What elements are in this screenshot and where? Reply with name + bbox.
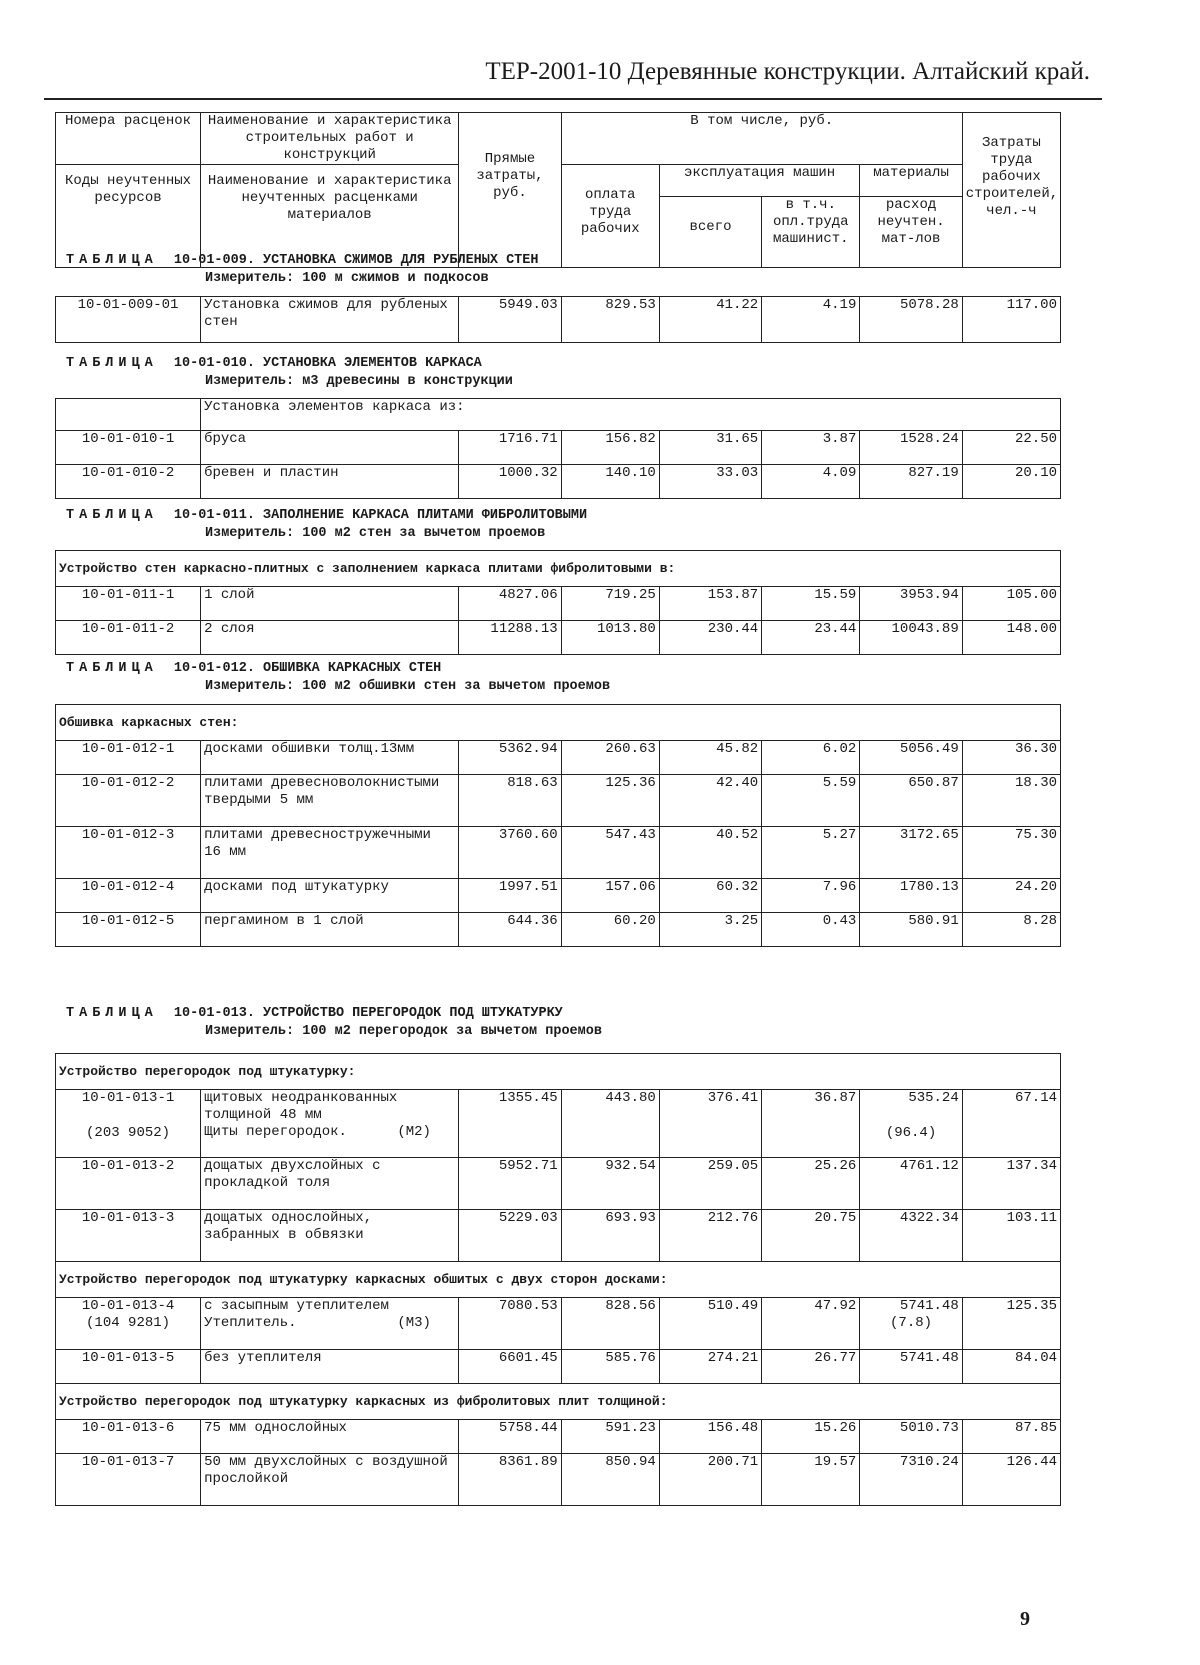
table-cell: 3.87 [762, 431, 860, 465]
table-cell: 818.63 [459, 775, 561, 827]
header-material-use: расход неучтен. мат-лов [860, 197, 962, 268]
table-cell: 828.56 [561, 1298, 659, 1350]
rates-table [55, 296, 1061, 343]
table-cell: 932.54 [561, 1158, 659, 1210]
table-cell: 24.20 [962, 879, 1060, 913]
table-row [56, 741, 1061, 775]
table-cell: досками под штукатурку [201, 879, 459, 913]
header-materials: материалы [860, 165, 962, 197]
table-row [56, 587, 1061, 621]
table-cell: 50 мм двухслойных с воздушной прослойкой [201, 1454, 459, 1506]
table-row [56, 913, 1061, 947]
table-row [56, 621, 1061, 655]
table-cell: 125.36 [561, 775, 659, 827]
table-cell: без утеплителя [201, 1350, 459, 1384]
table-cell: 60.32 [659, 879, 761, 913]
table-cell: 3760.60 [459, 827, 561, 879]
rates-table [55, 398, 1061, 499]
table-cell: 105.00 [962, 587, 1060, 621]
rates-table [55, 1053, 1061, 1506]
table-caption: Устройство стен каркасно-плитных с заполнением каркаса плитами фибролитовыми в: [56, 551, 1061, 587]
table-cell: 117.00 [962, 297, 1060, 343]
table-cell: 148.00 [962, 621, 1060, 655]
table-cell: 23.44 [762, 621, 860, 655]
table-cell: 5949.03 [459, 297, 561, 343]
table-cell: пергамином в 1 слой [201, 913, 459, 947]
table-cell: 10-01-013-7 [56, 1454, 201, 1506]
table-cell: 67.14 [962, 1090, 1060, 1158]
table-cell: 5741.48 (7.8) [860, 1298, 962, 1350]
table-caption: Обшивка каркасных стен: [56, 705, 1061, 741]
table-cell: 850.94 [561, 1454, 659, 1506]
table-cell: 1 слой [201, 587, 459, 621]
table-cell: 4.19 [762, 297, 860, 343]
table-cell: 26.77 [762, 1350, 860, 1384]
table-cell: 1716.71 [459, 431, 561, 465]
header-work-name: Наименование и характеристика строительных работ и конструкций [201, 113, 459, 165]
table-cell: 10-01-013-2 [56, 1158, 201, 1210]
rates-table [55, 704, 1061, 947]
table-cell: 212.76 [659, 1210, 761, 1262]
table-title: ТАБЛИЦА 10-01-013. УСТРОЙСТВО ПЕРЕГОРОДОК ПОД ШТУКАТУРКУ Измеритель: 100 м2 перегородок за вычетом проемов [66, 1006, 602, 1039]
table-cell: 376.41 [659, 1090, 761, 1158]
table-cell: 84.04 [962, 1350, 1060, 1384]
table-cell: 5229.03 [459, 1210, 561, 1262]
table-cell: 10-01-011-2 [56, 621, 201, 655]
table-cell: 10-01-012-5 [56, 913, 201, 947]
header-group: В том числе, руб. [561, 113, 962, 165]
table-cell: 8361.89 [459, 1454, 561, 1506]
table-cell: 103.11 [962, 1210, 1060, 1262]
table-cell: 4827.06 [459, 587, 561, 621]
header-machine-labor: в т.ч. опл.труда машинист. [762, 197, 860, 268]
table-cell: 1997.51 [459, 879, 561, 913]
table-cell: 10-01-013-4 (104 9281) [56, 1298, 201, 1350]
table-cell: 5056.49 [860, 741, 962, 775]
table-row [56, 297, 1061, 343]
table-caption: Устройство перегородок под штукатурку: [56, 1054, 1061, 1090]
table-cell: 230.44 [659, 621, 761, 655]
table-cell: 10-01-013-3 [56, 1210, 201, 1262]
table-cell: 10-01-010-1 [56, 431, 201, 465]
table-cell: 260.63 [561, 741, 659, 775]
table-cell: с засыпным утеплителем Утеплитель. (М3) [201, 1298, 459, 1350]
table-cell: 156.82 [561, 431, 659, 465]
table-cell: 3953.94 [860, 587, 962, 621]
table-cell: 693.93 [561, 1210, 659, 1262]
table-title: ТАБЛИЦА 10-01-010. УСТАНОВКА ЭЛЕМЕНТОВ КАРКАСА Измеритель: м3 древесины в конструкции [66, 356, 513, 389]
table-cell: 10-01-013-1 (203 9052) [56, 1090, 201, 1158]
table-cell: 3.25 [659, 913, 761, 947]
table-row [56, 1090, 1061, 1158]
table-cell: 5.27 [762, 827, 860, 879]
table-cell: 200.71 [659, 1454, 761, 1506]
table-cell: 36.87 [762, 1090, 860, 1158]
table-row [56, 1210, 1061, 1262]
table-cell: плитами древесностружечными 16 мм [201, 827, 459, 879]
header-resource-codes: Коды неучтенных ресурсов [56, 165, 201, 268]
table-cell: 20.10 [962, 465, 1060, 499]
header-hours: Затраты труда рабочих строителей, чел.-ч [962, 113, 1060, 268]
table-cell: 580.91 [860, 913, 962, 947]
table-cell: 5.59 [762, 775, 860, 827]
table-cell: 10-01-009-01 [56, 297, 201, 343]
table-cell: 45.82 [659, 741, 761, 775]
table-cell: 4322.34 [860, 1210, 962, 1262]
table-cell: 75.30 [962, 827, 1060, 879]
table-cell: 4761.12 [860, 1158, 962, 1210]
column-header-table [55, 112, 1061, 268]
table-cell: 585.76 [561, 1350, 659, 1384]
table-cell: 535.24 (96.4) [860, 1090, 962, 1158]
header-labor: оплата труда рабочих [561, 165, 659, 268]
page-title: ТЕР-2001-10 Деревянные конструкции. Алтайский край. [485, 58, 1090, 85]
table-cell: 137.34 [962, 1158, 1060, 1210]
table-cell: 1780.13 [860, 879, 962, 913]
table-cell: 10-01-010-2 [56, 465, 201, 499]
table-cell: 10-01-012-4 [56, 879, 201, 913]
table-cell [56, 399, 201, 431]
table-cell: 31.65 [659, 431, 761, 465]
table-cell: 5952.71 [459, 1158, 561, 1210]
table-cell: Установка сжимов для рубленых стен [201, 297, 459, 343]
table-cell: 60.20 [561, 913, 659, 947]
table-cell: 7080.53 [459, 1298, 561, 1350]
table-cell: 7.96 [762, 879, 860, 913]
table-cell: 41.22 [659, 297, 761, 343]
table-cell: 10-01-012-2 [56, 775, 201, 827]
table-cell: 40.52 [659, 827, 761, 879]
table-row [56, 1454, 1061, 1506]
table-cell: 15.59 [762, 587, 860, 621]
table-cell: 5362.94 [459, 741, 561, 775]
table-row [56, 775, 1061, 827]
table-cell: 644.36 [459, 913, 561, 947]
table-cell: 11288.13 [459, 621, 561, 655]
table-cell: 153.87 [659, 587, 761, 621]
table-cell: 650.87 [860, 775, 962, 827]
resource-code: (203 9052) [86, 1125, 171, 1141]
resource-name: Щиты перегородок. (М2) [204, 1124, 431, 1140]
table-title: ТАБЛИЦА 10-01-009. УСТАНОВКА СЖИМОВ ДЛЯ РУБЛЕНЫХ СТЕН Измеритель: 100 м сжимов и подкосов [66, 253, 539, 286]
table-cell: 10-01-013-5 [56, 1350, 201, 1384]
table-row [56, 1420, 1061, 1454]
table-row [56, 431, 1061, 465]
table-cell: 10-01-012-3 [56, 827, 201, 879]
header-direct: Прямые затраты, руб. [459, 113, 561, 268]
table-row [56, 465, 1061, 499]
table-cell: 33.03 [659, 465, 761, 499]
table-cell: 140.10 [561, 465, 659, 499]
table-cell: 22.50 [962, 431, 1060, 465]
table-cell: бревен и пластин [201, 465, 459, 499]
table-cell: дощатых двухслойных с прокладкой толя [201, 1158, 459, 1210]
table-cell: 829.53 [561, 297, 659, 343]
table-cell: досками обшивки толщ.13мм [201, 741, 459, 775]
table-cell: 4.09 [762, 465, 860, 499]
table-row [56, 879, 1061, 913]
title-divider [44, 98, 1102, 100]
table-cell: 1528.24 [860, 431, 962, 465]
table-cell: 10043.89 [860, 621, 962, 655]
table-cell: 87.85 [962, 1420, 1060, 1454]
table-cell: 6601.45 [459, 1350, 561, 1384]
table-cell: дощатых однослойных, забранных в обвязки [201, 1210, 459, 1262]
table-cell: 5741.48 [860, 1350, 962, 1384]
table-cell: 6.02 [762, 741, 860, 775]
table-cell: 2 слоя [201, 621, 459, 655]
table-cell: 7310.24 [860, 1454, 962, 1506]
table-cell: 259.05 [659, 1158, 761, 1210]
page-number: 9 [1020, 1608, 1030, 1630]
table-cell: 1013.80 [561, 621, 659, 655]
table-cell: 19.57 [762, 1454, 860, 1506]
rates-table [55, 550, 1061, 655]
table-cell: 547.43 [561, 827, 659, 879]
table-cell: 47.92 [762, 1298, 860, 1350]
table-cell: 156.48 [659, 1420, 761, 1454]
table-cell: 10-01-011-1 [56, 587, 201, 621]
resource-quantity: (96.4) [885, 1125, 937, 1141]
table-cell: 719.25 [561, 587, 659, 621]
table-cell: 591.23 [561, 1420, 659, 1454]
header-codes: Номера расценок [56, 113, 201, 165]
table-cell: 0.43 [762, 913, 860, 947]
table-cell: 3172.65 [860, 827, 962, 879]
table-title: ТАБЛИЦА 10-01-011. ЗАПОЛНЕНИЕ КАРКАСА ПЛИТАМИ ФИБРОЛИТОВЫМИ Измеритель: 100 м2 стен за вычетом проемов [66, 508, 588, 541]
table-row [56, 1350, 1061, 1384]
header-machines: эксплуатация машин [659, 165, 860, 197]
table-cell: 157.06 [561, 879, 659, 913]
table-cell: 5010.73 [860, 1420, 962, 1454]
table-cell: 125.35 [962, 1298, 1060, 1350]
table-caption: Установка элементов каркаса из: [201, 399, 1061, 431]
table-row [56, 1298, 1061, 1350]
table-row [56, 1158, 1061, 1210]
table-cell: 20.75 [762, 1210, 860, 1262]
table-cell: 18.30 [962, 775, 1060, 827]
table-cell: плитами древесноволокнистыми твердыми 5 мм [201, 775, 459, 827]
resource-code: (104 9281) [86, 1315, 171, 1331]
table-cell: 1000.32 [459, 465, 561, 499]
table-cell: 75 мм однослойных [201, 1420, 459, 1454]
header-material-name: Наименование и характеристика неучтенных расценками материалов [201, 165, 459, 268]
table-caption: Устройство перегородок под штукатурку каркасных обшитых с двух сторон досками: [56, 1262, 1061, 1298]
table-cell: 5078.28 [860, 297, 962, 343]
table-cell: 827.19 [860, 465, 962, 499]
table-cell: 10-01-012-1 [56, 741, 201, 775]
table-cell: 25.26 [762, 1158, 860, 1210]
table-cell: 42.40 [659, 775, 761, 827]
table-cell: бруса [201, 431, 459, 465]
table-caption: Устройство перегородок под штукатурку каркасных из фибролитовых плит толщиной: [56, 1384, 1061, 1420]
resource-quantity: (7.8) [890, 1315, 933, 1331]
table-cell: 15.26 [762, 1420, 860, 1454]
header-machines-total: всего [659, 197, 761, 268]
table-row [56, 827, 1061, 879]
table-cell: щитовых неодранкованных толщиной 48 мм Щиты перегородок. (М2) [201, 1090, 459, 1158]
table-title: ТАБЛИЦА 10-01-012. ОБШИВКА КАРКАСНЫХ СТЕН Измеритель: 100 м2 обшивки стен за вычетом проемов [66, 661, 611, 694]
table-cell: 36.30 [962, 741, 1060, 775]
table-cell: 510.49 [659, 1298, 761, 1350]
table-cell: 274.21 [659, 1350, 761, 1384]
table-cell: 1355.45 [459, 1090, 561, 1158]
table-cell: 10-01-013-6 [56, 1420, 201, 1454]
table-cell: 443.80 [561, 1090, 659, 1158]
table-cell: 8.28 [962, 913, 1060, 947]
table-cell: 126.44 [962, 1454, 1060, 1506]
resource-name: Утеплитель. (М3) [204, 1315, 431, 1331]
table-cell: 5758.44 [459, 1420, 561, 1454]
